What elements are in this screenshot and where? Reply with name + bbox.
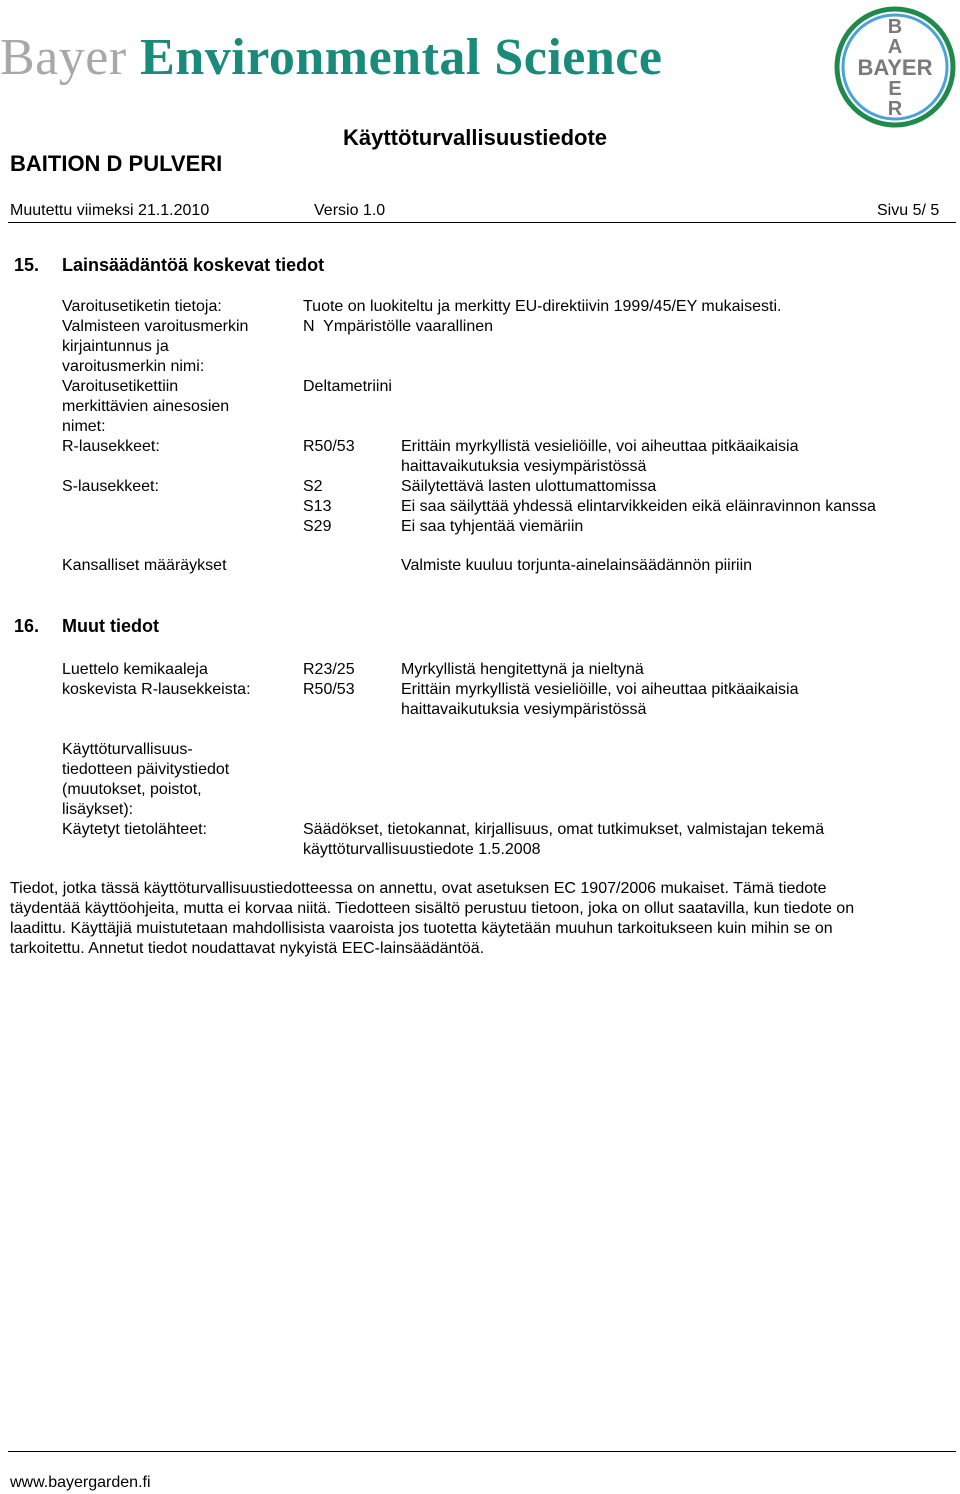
label-warning-symbol: kirjaintunnus ja	[62, 338, 169, 355]
label-warning-symbol: Valmisteen varoitusmerkin	[62, 318, 249, 335]
s-phrase-text: Säilytettävä lasten ulottumattomissa	[401, 478, 657, 495]
r-list-text: haittavaikutuksia vesiympäristössä	[401, 701, 647, 718]
r-list-code: R50/53	[303, 681, 355, 698]
value-sources: Säädökset, tietokannat, kirjallisuus, omat tutkimukset, valmistajan tekemä	[303, 821, 825, 838]
value-warning-info: Tuote on luokiteltu ja merkitty EU-direktiivin 1999/45/EY mukaisesti.	[303, 298, 782, 315]
label-updates: (muutokset, poistot,	[62, 781, 202, 798]
disclaimer-line: Tiedot, jotka tässä käyttöturvallisuustiedotteessa on annettu, ovat asetuksen EC 1907/2006 mukaiset. Tämä tiedote	[10, 880, 827, 897]
r-list-code: R23/25	[303, 661, 355, 678]
label-sources: Käytetyt tietolähteet:	[62, 821, 207, 838]
modified-date: Muutettu viimeksi 21.1.2010	[10, 202, 210, 219]
section-16-number: 16.	[14, 616, 40, 636]
label-r-phrases: R-lausekkeet:	[62, 438, 160, 455]
label-s-phrases: S-lausekkeet:	[62, 478, 159, 495]
logo-letter: A	[887, 36, 903, 58]
s-phrase-text: Ei saa tyhjentää viemäriin	[401, 518, 584, 535]
r-list-text: Erittäin myrkyllistä vesieliöille, voi aiheuttaa pitkäaikaisia	[401, 681, 799, 698]
header-divider	[8, 222, 956, 223]
logo-letter: R	[887, 98, 903, 120]
s-phrase-code: S13	[303, 498, 332, 515]
logo-horizontal-text: BAYER	[857, 55, 933, 80]
label-r-list: koskevista R-lausekkeista:	[62, 681, 251, 698]
label-r-list: Luettelo kemikaaleja	[62, 661, 208, 678]
label-ingredients: Varoitusetikettiin	[62, 378, 179, 395]
value-ingredients: Deltametriini	[303, 378, 392, 395]
r-list-text: Myrkyllistä hengitettynä ja nieltynä	[401, 661, 644, 678]
label-warning-symbol: varoitusmerkin nimi:	[62, 358, 205, 375]
label-ingredients: merkittävien ainesosien	[62, 398, 230, 415]
label-ingredients: nimet:	[62, 418, 106, 435]
label-updates: tiedotteen päivitystiedot	[62, 761, 230, 778]
label-updates: Käyttöturvallisuus-	[62, 741, 193, 758]
page-number: Sivu 5/ 5	[877, 202, 940, 219]
r-phrase-text: haittavaikutuksia vesiympäristössä	[401, 458, 647, 475]
section-15-number: 15.	[14, 255, 40, 275]
logo-letter: E	[888, 78, 902, 100]
version: Versio 1.0	[314, 202, 386, 219]
value-national-regulations: Valmiste kuuluu torjunta-ainelainsäädännön piiriin	[401, 557, 753, 574]
logo-letter: B	[887, 16, 903, 38]
section-15-title: Lainsäädäntöä koskevat tiedot	[62, 255, 325, 275]
footer-website-link[interactable]: www.bayergarden.fi	[10, 1474, 151, 1491]
s-phrase-text: Ei saa säilyttää yhdessä elintarvikkeiden eikä eläinravinnon kanssa	[401, 498, 876, 515]
section-16-title: Muut tiedot	[62, 616, 159, 636]
brand-name-part2: Environmental Science	[140, 29, 663, 86]
value-sources: käyttöturvallisuustiedote 1.5.2008	[303, 841, 541, 858]
disclaimer-line: laadittu. Käyttäjiä muistutetaan mahdollisista vaaroista jos tuotetta käytetään muuhun tarkoitukseen kuin mihin se on	[10, 920, 833, 937]
product-name: BAITION D PULVERI	[10, 151, 223, 176]
label-warning-info: Varoitusetiketin tietoja:	[62, 298, 222, 315]
label-updates: lisäykset):	[62, 801, 134, 818]
r-phrase-text: Erittäin myrkyllistä vesieliöille, voi aiheuttaa pitkäaikaisia	[401, 438, 799, 455]
r-phrase-code: R50/53	[303, 438, 355, 455]
bayer-cross-logo	[834, 6, 956, 128]
value-warning-symbol: N Ympäristölle vaarallinen	[303, 318, 494, 335]
disclaimer-line: tarkoitettu. Annetut tiedot noudattavat nykyistä EEC-lainsäädäntöä.	[10, 940, 485, 957]
s-phrase-code: S29	[303, 518, 332, 535]
footer-divider	[8, 1451, 956, 1452]
brand-name	[0, 28, 662, 88]
document-title: Käyttöturvallisuustiedote	[343, 125, 608, 150]
disclaimer-line: täydentää käyttöohjeita, mutta ei korvaa niitä. Tiedotteen sisältö perustuu tietoon, joka on ollut saatavilla, kun tiedote on	[10, 900, 855, 917]
brand-name-part1: Bayer	[0, 29, 141, 86]
label-national-regulations: Kansalliset määräykset	[62, 557, 227, 574]
s-phrase-code: S2	[303, 478, 323, 495]
